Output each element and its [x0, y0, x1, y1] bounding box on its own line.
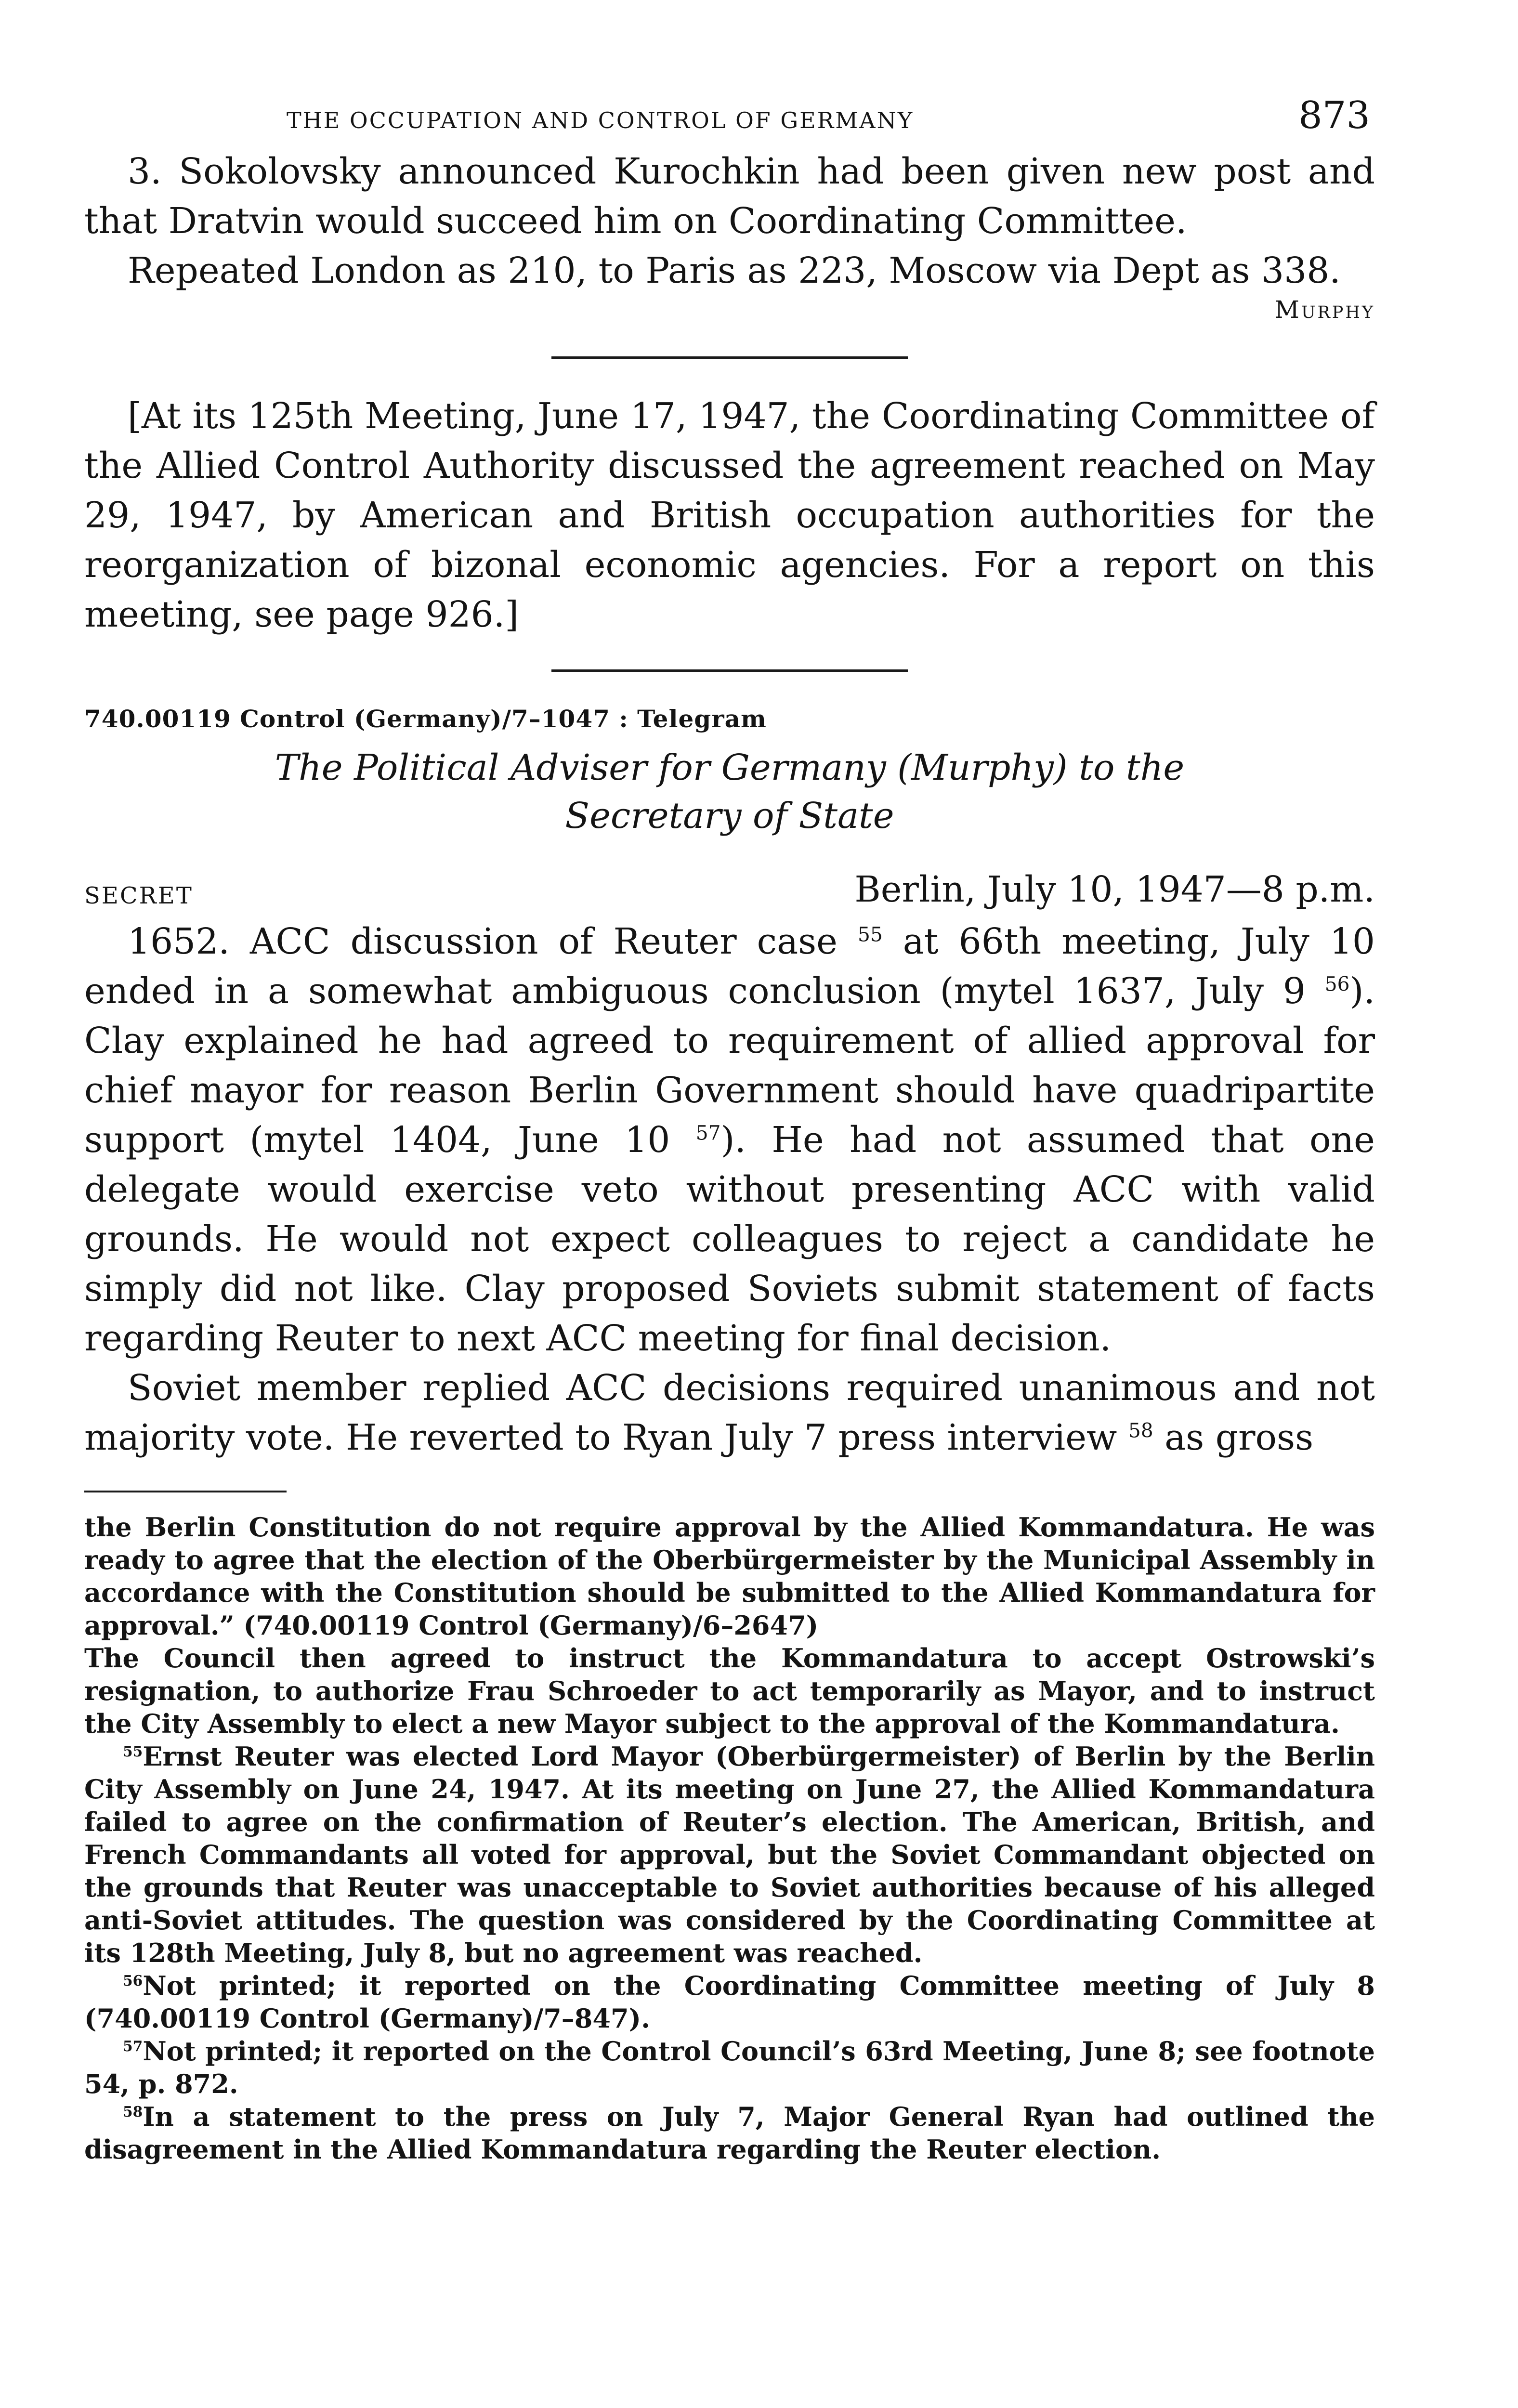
section-divider-2: [551, 669, 908, 672]
footnote-ref-55: 55: [857, 923, 883, 946]
previous-doc-paragraph-3: 3. Sokolovsky announced Kurochkin had been given new post and that Dratvin would succeed him on Coordinating Committee.: [84, 151, 1375, 242]
telegram-paragraph-1-c: ). Clay explained he had agreed to requirement of allied approval for chief mayor for reason Berlin Government should have quadripartite support (mytel 1404, June 10: [84, 970, 1375, 1161]
footnote-continuation-1: the Berlin Constitution do not require approval by the Allied Kommandatura. He was ready to agree that the election of the Oberbürgermeister by the Municipal Assembly in accordance with the Constitution should be submitted to the Allied Kommandatura for approval.” (740.00119 Control (Germany)/6–2647): [84, 1512, 1375, 1641]
telegram-paragraph-1-b: at 66th meeting, July 10 ended in a somewhat ambiguous conclusion (mytel 1637, July 9: [84, 921, 1375, 1012]
telegram-paragraph-1-d: ). He had not assumed that one delegate would exercise veto without presenting ACC with valid grounds. He would not expect colleagues to reject a candidate he simply did not like. Clay proposed Soviets submit statement of facts regarding Reuter to next ACC meeting for final decision.: [84, 1119, 1375, 1359]
footnote-55: [84, 1740, 1375, 1969]
footnote-57: [84, 2035, 1375, 2100]
footnote-55-text: Ernst Reuter was elected Lord Mayor (Oberbürgermeister) of Berlin by the Berlin City Assembly on June 24, 1947. At its meeting on June 27, the Allied Kommandatura failed to agree on the confirmation of Reuter’s election. The American, British, and French Commandants all voted for approval, but the Soviet Commandant objected on the grounds that Reuter was unacceptable to Soviet authorities because of his alleged anti-Soviet attitudes. The question was considered by the Coordinating Committee at its 128th Meeting, July 8, but no agreement was reached.: [84, 1741, 1375, 1968]
section-divider-1: [551, 356, 908, 359]
footnote-continuation-2: The Council then agreed to instruct the Kommandatura to accept Ostrowski’s resignation, to authorize Frau Schroeder to act temporarily as Mayor, and to instruct the City Assembly to elect a new Mayor subject to the approval of the Kommandatura.: [84, 1643, 1375, 1739]
document-heading-line1: The Political Adviser for Germany (Murphy) to the: [275, 747, 1185, 788]
telegram-paragraph-2-a: Soviet member replied ACC decisions required unanimous and not majority vote. He reverted to Ryan July 7 press interview: [84, 1367, 1375, 1458]
footnote-56-number: 56: [123, 1973, 143, 1989]
repeated-line: Repeated London as 210, to Paris as 223, Moscow via Dept as 338.: [128, 250, 1341, 291]
footnote-58: [84, 2100, 1375, 2166]
footnote-divider: [84, 1491, 287, 1492]
footnote-ref-57: 57: [695, 1121, 721, 1145]
footnote-56-text: Not printed; it reported on the Coordinating Committee meeting of July 8 (740.00119 Control (Germany)/7–847).: [84, 1970, 1375, 2034]
running-title: THE OCCUPATION AND CONTROL OF GERMANY: [287, 107, 914, 133]
footnote-58-text: In a statement to the press on July 7, Major General Ryan had outlined the disagreement in the Allied Kommandatura regarding the Reuter election.: [84, 2101, 1375, 2165]
footnote-ref-58: 58: [1128, 1419, 1153, 1442]
document-heading-line2: Secretary of State: [565, 795, 894, 837]
footnote-55-number: 55: [123, 1743, 143, 1760]
footnote-56: [84, 1969, 1375, 2035]
telegram-paragraph-1: [84, 917, 1375, 1363]
telegram-paragraph-2-b: as gross: [1153, 1417, 1314, 1458]
telegram-paragraph-2: [84, 1363, 1375, 1463]
editorial-note: [At its 125th Meeting, June 17, 1947, the Coordinating Committee of the Allied Control Authority discussed the agreement reached on May 29, 1947, by American and British occupation authorities for the reorganization of bizonal economic agencies. For a report on this meeting, see page 926.]: [84, 395, 1375, 635]
signature-murphy: Murphy: [1274, 296, 1375, 324]
dateline: Berlin, July 10, 1947—8 p.m.: [854, 869, 1375, 910]
telegram-paragraph-1-a: 1652. ACC discussion of Reuter case: [128, 921, 838, 962]
footnote-ref-56: 56: [1324, 972, 1350, 996]
document-page: [84, 94, 1375, 2166]
page-number: 873: [1298, 94, 1370, 137]
classification-label: SECRET: [84, 882, 193, 909]
footnotes-block: [84, 1511, 1375, 2166]
footnote-57-text: Not printed; it reported on the Control Council’s 63rd Meeting, June 8; see footnote 54, p. 872.: [84, 2036, 1375, 2099]
footnote-58-number: 58: [123, 2104, 143, 2120]
file-reference: 740.00119 Control (Germany)/7–1047 : Telegram: [84, 705, 767, 733]
footnote-57-number: 57: [123, 2038, 143, 2055]
classification-row: [84, 869, 1375, 917]
document-heading: [84, 744, 1375, 840]
running-head: [84, 94, 1375, 147]
